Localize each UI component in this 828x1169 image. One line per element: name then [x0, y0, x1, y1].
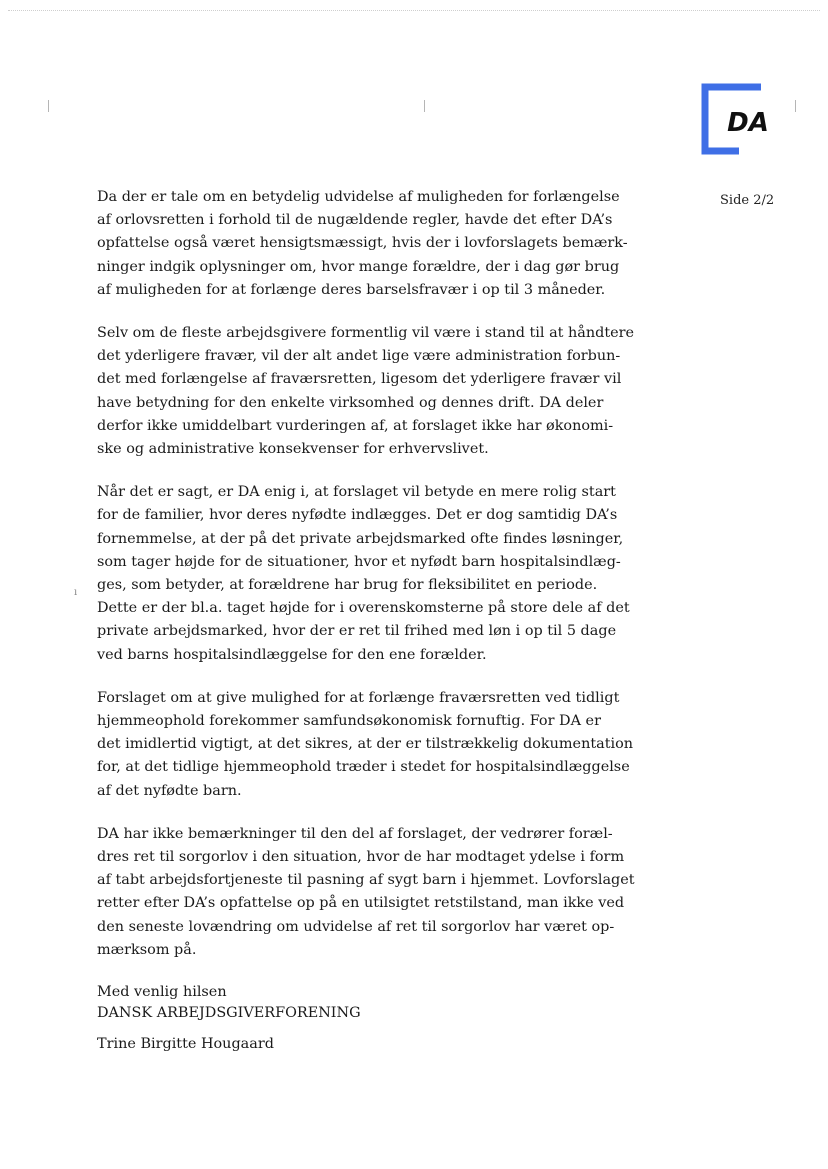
margin-tick-center [424, 100, 425, 112]
text-line: Da der er tale om en betydelig udvidelse af muligheden for forlængelse [97, 189, 620, 205]
paragraph [97, 322, 635, 461]
text-line: for, at det tidlige hjemmeophold træder i stedet for hospitalsindlæggelse [97, 759, 630, 776]
greeting: Med venlig hilsen [97, 984, 227, 1001]
text-line: hjemmeophold forekommer samfundsøkonomisk fornuftig. For DA er [97, 713, 601, 730]
text-line: Selv om de fleste arbejdsgivere formentlig vil være i stand til at håndtere [97, 325, 635, 342]
logo-text: DA [727, 108, 769, 138]
paragraph [97, 186, 628, 302]
text-line: Dette er der bl.a. taget højde for i overenskomsterne på store dele af det [97, 600, 630, 617]
text-line: det yderligere fravær, vil der alt andet lige være administration forbun- [97, 348, 621, 365]
text-line: af muligheden for at forlænge deres barselsfravær i op til 3 måneder. [97, 281, 606, 298]
text-line: ved barns hospitalsindlæggelse for den ene forælder. [97, 646, 487, 663]
text-line: derfor ikke umiddelbart vurderingen af, at forslaget ikke har økonomi- [97, 417, 614, 434]
da-logo [699, 83, 769, 155]
text-line: retter efter DA’s opfattelse op på en utilsigtet retstilstand, man ikke ved [97, 895, 625, 912]
letter-body [97, 186, 635, 1024]
margin-tick-right [795, 100, 796, 112]
text-line: fornemmelse, at der på det private arbejdsmarked ofte findes løsninger, [97, 530, 624, 547]
text-line: ges, som betyder, at forældrene har brug for fleksibilitet en periode. [97, 577, 598, 594]
text-line: det med forlængelse af fraværsretten, ligesom det yderligere fravær vil [97, 371, 622, 388]
text-line: den seneste lovændring om udvidelse af ret til sorgorlov har været op- [97, 918, 615, 935]
margin-tick-left [48, 100, 49, 112]
text-line: mærksom på. [97, 941, 197, 958]
signer-name: Trine Birgitte Hougaard [97, 1036, 274, 1052]
paragraph [97, 481, 630, 667]
scan-top-rule [8, 10, 820, 11]
text-line: som tager højde for de situationer, hvor et nyfødt barn hospitalsindlæg- [97, 553, 621, 570]
text-line: ninger indgik oplysninger om, hvor mange forældre, der i dag gør brug [97, 258, 620, 275]
text-line: det imidlertid vigtigt, at det sikres, at der er tilstrækkelig dokumentation [97, 736, 634, 753]
text-line: private arbejdsmarked, hvor der er ret til frihed med løn i op til 5 dage [97, 623, 617, 640]
closing-block [97, 982, 583, 1024]
paragraph [97, 687, 634, 803]
page-number: Side 2/2 [720, 193, 775, 208]
text-line: for de familier, hvor deres nyfødte indlægges. Det er dog samtidig DA’s [97, 507, 618, 524]
text-line: ske og administrative konsekvenser for erhvervslivet. [97, 441, 489, 458]
text-line: Forslaget om at give mulighed for at forlænge fraværsretten ved tidligt [97, 689, 620, 706]
organization-name: DANSK ARBEJDSGIVERFORENING [97, 1005, 361, 1022]
text-line: DA har ikke bemærkninger til den del af forslaget, der vedrører foræl- [97, 825, 613, 842]
text-line: af orlovsretten i forhold til de nugældende regler, havde det efter DA’s [97, 212, 613, 229]
scan-artifact: ı [74, 587, 78, 598]
text-line: af tabt arbejdsfortjeneste til pasning af sygt barn i hjemmet. Lovforslaget [97, 872, 635, 889]
text-line: af det nyfødte barn. [97, 782, 242, 799]
text-line: opfattelse også været hensigtsmæssigt, hvis der i lovforslagets bemærk- [97, 235, 628, 252]
text-line: Når det er sagt, er DA enig i, at forslaget vil betyde en mere rolig start [97, 484, 616, 501]
text-line: have betydning for den enkelte virksomhed og dennes drift. DA deler [97, 394, 604, 411]
paragraph [97, 823, 635, 962]
text-line: dres ret til sorgorlov i den situation, hvor de har modtaget ydelse i form [97, 849, 625, 866]
